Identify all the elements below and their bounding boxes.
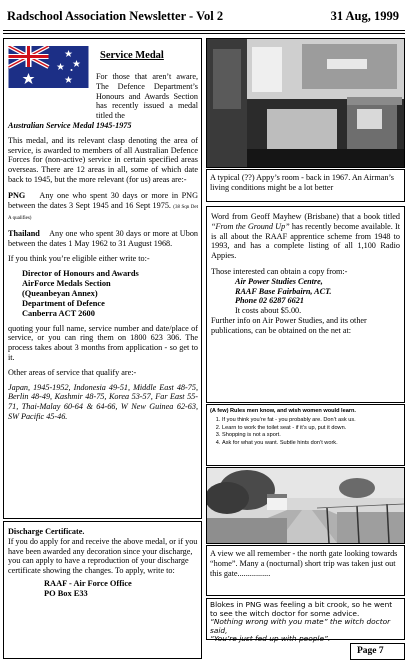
book-cost: It costs about $5.00. (235, 306, 302, 316)
png-eligibility: PNG Any one who spent 30 days or more in PNG between the dates 3 Sept 1945 and 16 Sept 1975. (38 Sqn Det A qualifies) (8, 190, 199, 222)
north-gate-caption: A view we all remember - the north gate looking towards “home”. Many a (nocturnal) short trip was taken just out this gate................ (210, 549, 398, 578)
service-medal-title: Service Medal (100, 50, 164, 61)
header-rule-2 (3, 33, 405, 34)
medal-description: This medal, and its relevant clasp denoting the area of service, is awarded to members of all Australian Defence Forces for (non-active) service in certain specified areas overseas. There are 12 areas in all, some of which date back to 1945, but the more relevant (for us) areas are:- (8, 135, 198, 184)
rules-box (206, 404, 405, 466)
list-item: 2. Learn to work the toilet seat - if it’s up, put it down. (222, 425, 401, 432)
witch-doctor-joke (206, 598, 405, 644)
north-gate-photo (206, 467, 405, 544)
qualifying-places: Japan, 1945-1952, Indonesia 49-51, Middle East 48-75, Berlin 48-49, Kashmir 48-75, Korea 53-57, Far East 55-71, Thai-Malay 60-64 & 64-66, W New Guinea 62-63, SW Pacific 45-46. (8, 382, 198, 421)
discharge-body: If you do apply for and receive the above medal, or if you have been awarded any decoration since your discharge, you can apply to have a reproduction of your discharge certificate showing the changes. To apply, write to: (8, 536, 198, 576)
service-medal-article (3, 38, 202, 519)
newsletter-date: 31 Aug, 1999 (330, 9, 399, 23)
newsletter-title: Radschool Association Newsletter - Vol 2 (7, 9, 224, 23)
header-rule (3, 30, 405, 31)
list-item: 4. Ask for what you want. Subtle hints don’t work. (222, 440, 401, 447)
honours-address: Director of Honours and Awards AirForce Medals Section (Queanbeyan Annex) Department of Defence Canberra ACT 2600 (22, 268, 139, 318)
appy-room-photo (206, 38, 405, 168)
other-areas-label: Other areas of service that qualify are:- (8, 367, 137, 377)
book-title: “From the Ground Up” (211, 221, 290, 231)
further-info: Further info on Air Power Studies, and its other publications, can be obtained on the net at: (211, 315, 367, 335)
rules-title: (A few) Rules men know, and wish women would learn. (210, 408, 356, 414)
joke-setup: Blokes in PNG was feeling a bit crook, so he went to see the witch doctor for some advice. (210, 600, 393, 618)
medal-name: Australian Service Medal 1945-1975 (8, 120, 132, 130)
discharge-certificate-article (3, 521, 202, 659)
appy-room-caption: A typical (??) Appy’s room - back in 1967. An Airman’s living conditions might be a lot better (210, 173, 394, 192)
page-number-box (350, 643, 405, 660)
book-article (206, 206, 405, 403)
write-to: If you think you’re eligible either write to:- (8, 253, 150, 263)
png-note: (38 Sqn Det A qualifies) (8, 204, 199, 222)
discharge-address: RAAF - Air Force Office PO Box E33 (44, 578, 132, 598)
list-item: 3. Shopping is not a sport. (222, 432, 401, 439)
rules-list (210, 417, 401, 447)
thailand-eligibility: Thailand Any one who spent 30 days or more at Ubon between the dates 1 May 1962 to 31 August 1968. (8, 229, 199, 248)
joke-quote-2: “You’re just fed up with people”. (210, 634, 331, 644)
medal-intro: For those that aren’t aware, The Defence Department’s Honours and Awards Section has recently issued a medal titled the (96, 72, 198, 121)
appy-room-caption-box (206, 169, 405, 202)
book-announcement: Word from Geoff Mayhew (Brisbane) that a book titled “From the Ground Up” has recently become available. It is all about the RAAF apprentice scheme from 1948 to 1993, and has a complete listing of all 1,100 Radio Appies. (211, 212, 400, 261)
application-instructions: quoting your full name, service number and date/place of service, or you can ring them on 1800 623 306. The process takes about 3 months from application - so get to it. (8, 323, 198, 362)
list-item: 1. If you think you’re fat - you probably are. Don’t ask us. (222, 417, 401, 424)
discharge-title: Discharge Certificate. (8, 527, 85, 536)
copy-from-label: Those interested can obtain a copy from:- (211, 266, 348, 276)
page-number: Page 7 (357, 646, 384, 656)
air-power-address: Air Power Studies Centre, RAAF Base Fairbairn, ACT. Phone 02 6287 6621 (235, 276, 332, 306)
newsletter-header (2, 3, 406, 28)
service-medal-body (8, 72, 198, 422)
room-photo-illustration (207, 39, 404, 167)
north-gate-caption-box (206, 545, 405, 596)
joke-quote-1: “Nothing wrong with you mate” the witch doctor said, (210, 617, 391, 635)
gate-photo-illustration (207, 468, 404, 543)
